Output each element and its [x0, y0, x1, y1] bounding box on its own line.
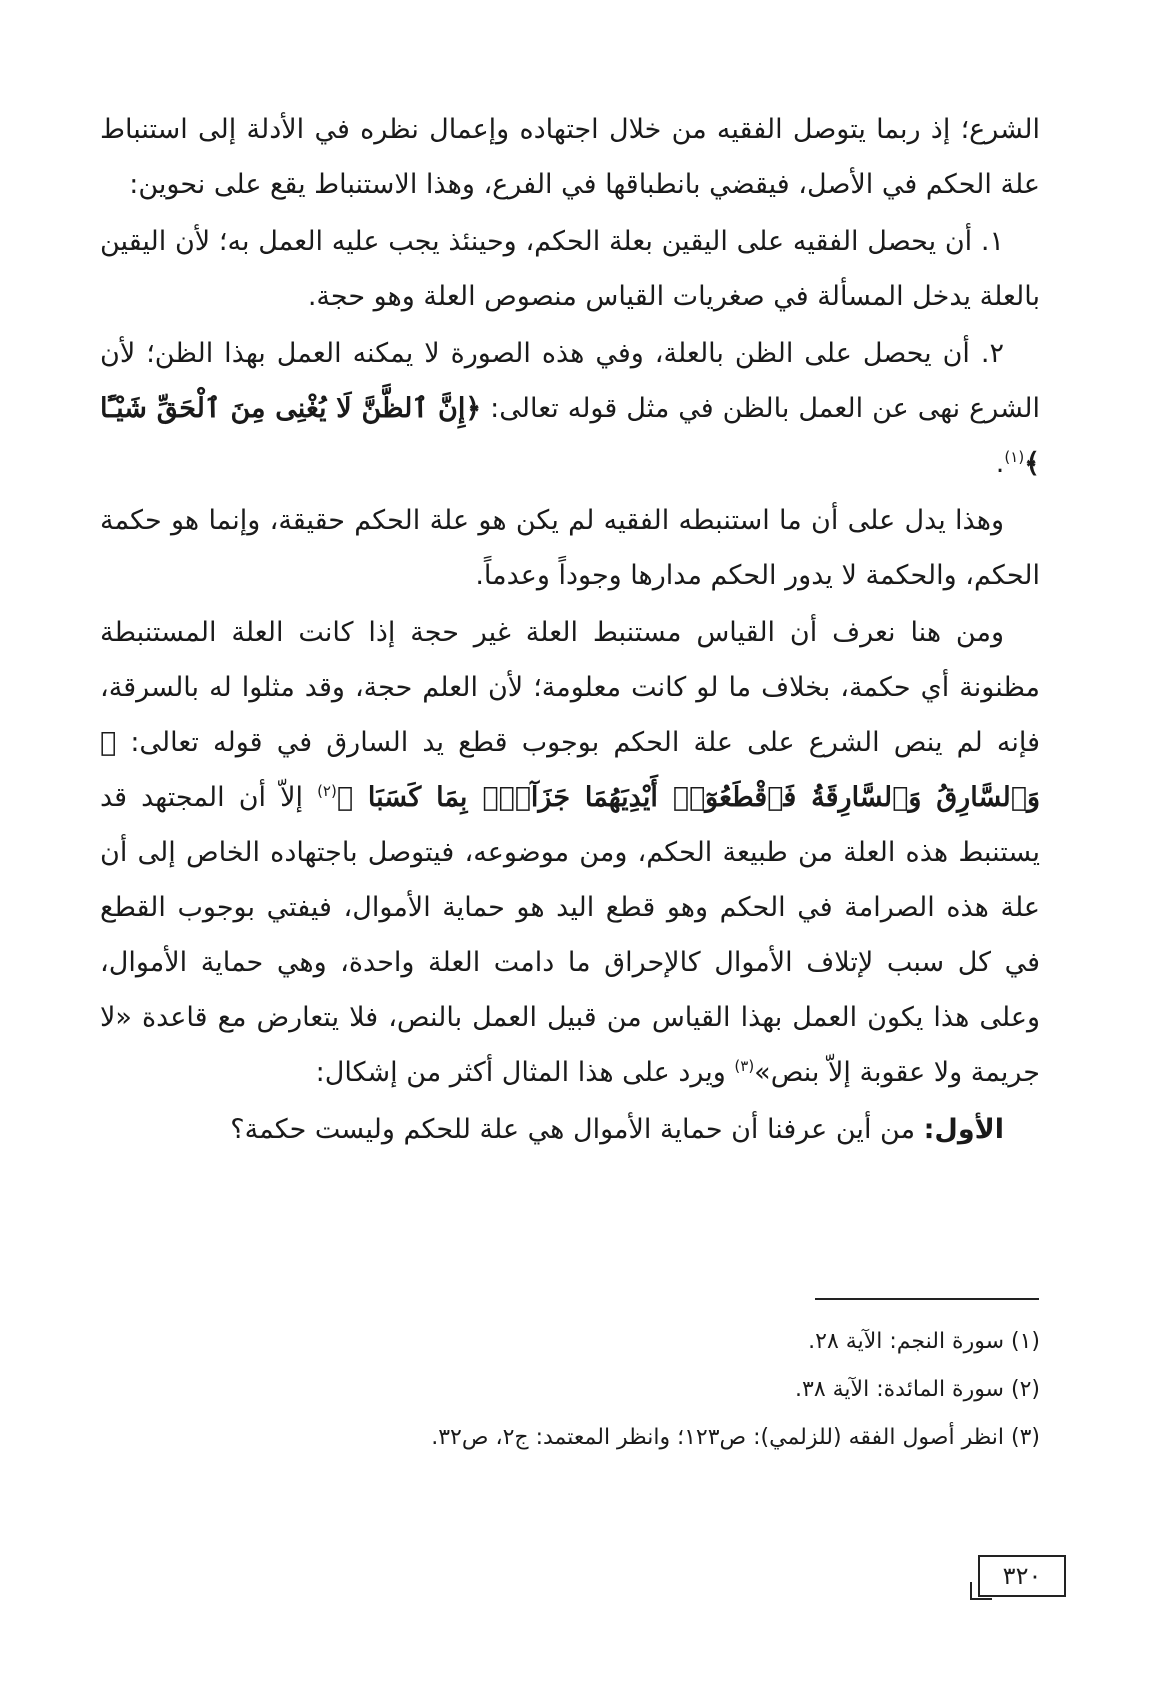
paragraph-6-text: من أين عرفنا أن حماية الأموال هي علة للحكم وليست حكمة؟: [230, 1114, 924, 1145]
footnote-1: (١) سورة النجم: الآية ٢٨.: [808, 1329, 1040, 1354]
footnote-ref-3: (٣): [734, 1057, 755, 1075]
paragraph-5-end: ويرد على هذا المثال أكثر من إشكال:: [315, 1057, 735, 1088]
paragraph-5-text: ومن هنا نعرف أن القياس مستنبط العلة غير حجة إذا كانت العلة المستنبطة مظنونة أي حكمة، بخلاف ما لو كانت معلومة؛ لأن العلم حجة، وقد مثلوا له بالسرقة، فإنه لم ينص الشرع على علة الحكم بوجوب قطع يد السارق في قوله تعالى:: [100, 617, 1040, 758]
footnote-2: (٢) سورة المائدة: الآية ٣٨.: [795, 1377, 1040, 1402]
footnotes: [100, 1318, 1040, 1462]
paragraph-6-lead: الأول:: [923, 1114, 1004, 1145]
paragraph-4: وهذا يدل على أن ما استنبطه الفقيه لم يكن هو علة الحكم حقيقة، وإنما هو حكمة الحكم، والحكمة لا يدور الحكم مدارها وجوداً وعدماً.: [100, 505, 1040, 591]
paragraph-3-text: ٢. أن يحصل على الظن بالعلة، وفي هذه الصورة لا يمكنه العمل بهذا الظن؛ لأن الشرع نهى عن العمل بالظن في مثل قوله تعالى:: [100, 338, 1040, 424]
footnote-ref-2: (٢): [317, 782, 337, 800]
quran-quote-1: ﴿إِنَّ ٱلظَّنَّ لَا يُغْنِى مِنَ ٱلْحَقِّ شَيْـًٔا ﴾: [100, 393, 1040, 479]
page-number: ٣٢٠: [978, 1555, 1066, 1597]
page-body: [100, 102, 1040, 1159]
paragraph-6: [100, 1102, 1040, 1157]
footnote-3: (٣) انظر أصول الفقه (للزلمي): ص١٢٣؛ وانظر المعتمد: ج٢، ص٣٢.: [431, 1425, 1040, 1450]
quran-quote-2: ﴿ وَٱلسَّارِقُ وَٱلسَّارِقَةُ فَٱقْطَعُوٓا۟ أَيْدِيَهُمَا جَزَآءًۢ بِمَا كَسَبَا ﴾: [100, 727, 1040, 813]
paragraph-5: [100, 605, 1040, 1100]
paragraph-3: [100, 326, 1040, 491]
paragraph-5-middle: إلاّ أن المجتهد قد يستنبط هذه العلة من طبيعة الحكم، ومن موضوعه، فيتوصل باجتهاده الخاص إلى أن علة هذه الصرامة في الحكم وهو قطع اليد هو حماية الأموال، فيفتي بوجوب القطع في كل سبب لإتلاف الأموال كالإحراق ما دامت العلة واحدة، وهي حماية الأموال، وعلى هذا يكون العمل بهذا القياس من قبيل العمل بالنص، فلا يتعارض مع قاعدة «لا جريمة ولا عقوبة إلاّ بنص»: [100, 782, 1040, 1088]
paragraph-3-end: .: [995, 448, 1005, 479]
paragraph-1: الشرع؛ إذ ربما يتوصل الفقيه من خلال اجتهاده وإعمال نظره في الأدلة إلى استنباط علة الحكم في الأصل، فيقضي بانطباقها في الفرع، وهذا الاستنباط يقع على نحوين:: [100, 114, 1040, 200]
paragraph-2: ١. أن يحصل الفقيه على اليقين بعلة الحكم، وحينئذ يجب عليه العمل به؛ لأن اليقين بالعلة يدخل المسألة في صغريات القياس منصوص العلة وهو حجة.: [100, 226, 1040, 312]
footnote-ref-1: (١): [1004, 448, 1025, 466]
footnote-separator: [815, 1298, 1039, 1300]
